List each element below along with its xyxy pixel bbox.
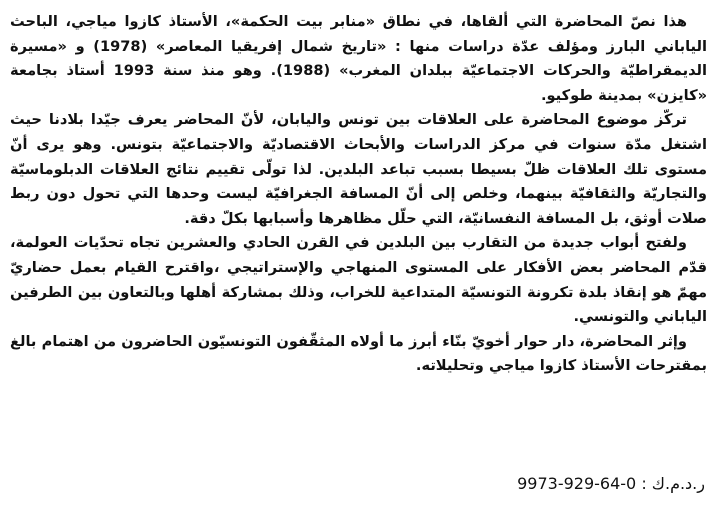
paragraph-proposals: ولفتح أبواب جديدة من التقارب بين البلدين في القرن الحادي والعشرين تجاه تحدّيات العولمة، قدّم المحاضر بعض الأفكار على المستوى المنهاجي والإستراتيجي ،واقترح القيام بعمل حضاريّ مهمّ هو إنقاذ بلدة تكرونة التونسيّة المتداعية للخراب، وذلك بمشاركة أهلها وبالتعاون بين الطرفين الياباني والتونسي. (10, 234, 707, 326)
paragraph-intro: هذا نصّ المحاضرة التي ألقاها، في نطاق «منابر بيت الحكمة»، الأستاذ كازوا مياجي، الباحث الياباني البارز ومؤلف عدّة دراسات منها : «تاريخ شمال إفريقيا المعاصر» (1978) و «مسيرة الديمقراطيّة والحركات الاجتماعيّة ببلدان المغرب» (1988). وهو منذ سنة 1993 أستاذ بجامعة «كايزن» بمدينة طوكيو. (10, 13, 708, 104)
document-body (10, 10, 707, 379)
paragraph-discussion: وإثر المحاضرة، دار حوار أخويّ بنّاء أبرز ما أولاه المثقّفون التونسيّون الحاضرون من اهتمام بالغ بمقترحات الأستاذ كازوا مياجي وتحليلاته. (10, 332, 707, 375)
isbn-label: ر.د.م.ك : (641, 474, 705, 493)
isbn-line (517, 473, 705, 495)
isbn-number: 9973-929-64-0 (517, 474, 637, 493)
paragraph-topic: تركّز موضوع المحاضرة على العلاقات بين تونس واليابان، لأنّ المحاضر يعرف جيّدا بلادنا حيث اشتغل مدّة سنوات في مركز الدراسات والأبحاث الاقتصاديّة والاجتماعيّة بتونس. وهو يرى أنّ مستوى تلك العلاقات ظلّ بسيطا بسبب تباعد البلدين. لذا تولّى تقييم نتائج العلاقات الدبلوماسيّة والتجاريّة والثقافيّة بينهما، وخلص إلى أنّ المسافة الجغرافيّة ليست وحدها التي تحول دون ربط صلات أوثق، بل المسافة النفسانيّة، التي حلّل مظاهرها وأسبابها بكلّ دقة. (10, 111, 707, 227)
